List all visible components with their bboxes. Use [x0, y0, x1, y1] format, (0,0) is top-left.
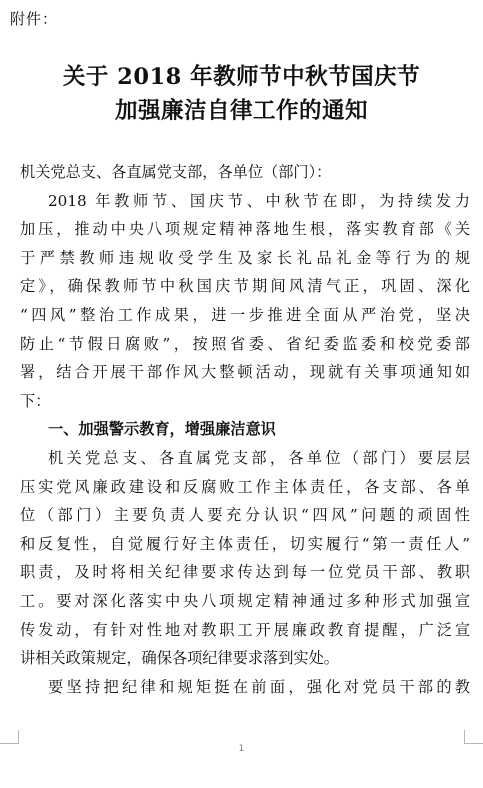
paragraph-line: 加压，推动中央八项规定精神落地生根，落实教育部《关 [20, 220, 470, 239]
document-body [20, 158, 470, 701]
paragraph-line: 工。要对深化落实中央八项规定精神通过多种形式加强宣 [20, 591, 470, 610]
document-title [0, 60, 483, 128]
paragraph-line: 和反复性，自觉履行好主体责任，切实履行“第一责任人” [20, 534, 470, 553]
paragraph-line: 定》，确保教师节中秋国庆节期间风清气正，巩固、深化 [20, 277, 470, 296]
paragraph-3 [20, 673, 470, 702]
paragraph-line: 防止“节假日腐败”，按照省委、省纪委监委和校党委部 [20, 334, 470, 353]
paragraph-line: 要坚持把纪律和规矩挺在前面，强化对党员干部的教 [48, 677, 470, 696]
paragraph-line: 机关党总支、各直属党支部，各单位（部门）要层层 [48, 448, 470, 467]
paragraph-line: 2018 年教师节、国庆节、中秋节在即，为持续发力 [48, 191, 470, 210]
paragraph-line: 下： [20, 391, 51, 410]
paragraph-line: 职责，及时将相关纪律要求传达到每一位党员干部、教职 [20, 563, 470, 582]
paragraph-2 [20, 444, 470, 673]
attachment-label: 附件： [10, 10, 59, 28]
page-corner-mark-left-vertical [18, 730, 19, 744]
paragraph-line: 位（部门）主要负责人要充分认识“四风”问题的顽固性 [20, 506, 470, 525]
paragraph-1 [20, 187, 470, 416]
title-line-2: 加强廉洁自律工作的通知 [114, 98, 368, 124]
paragraph-line: 压实党风廉政建设和反腐败工作主体责任，各支部、各单 [20, 477, 470, 496]
title-line-1: 关于 2018 年教师节中秋节国庆节 [62, 64, 421, 90]
page-number: 1 [238, 744, 245, 754]
paragraph-line: 于严禁教师违规收受学生及家长礼品礼金等行为的规 [20, 248, 470, 267]
paragraph-line: 署，结合开展干部作风大整顿活动，现就有关事项通知如 [20, 363, 470, 382]
section-1-heading: 一、加强警示教育，增强廉洁意识 [48, 420, 276, 439]
page-corner-mark-right-vertical [464, 730, 465, 744]
paragraph-line: 讲相关政策规定，确保各项纪律要求落到实处。 [20, 649, 339, 668]
salutation: 机关党总支、各直属党支部，各单位（部门）： [20, 163, 332, 181]
paragraph-line: 传发动，有针对性地对教职工开展廉政教育提醒，广泛宣 [20, 620, 470, 639]
paragraph-line: “四风”整治工作成果，进一步推进全面从严治党，坚决 [20, 305, 470, 324]
